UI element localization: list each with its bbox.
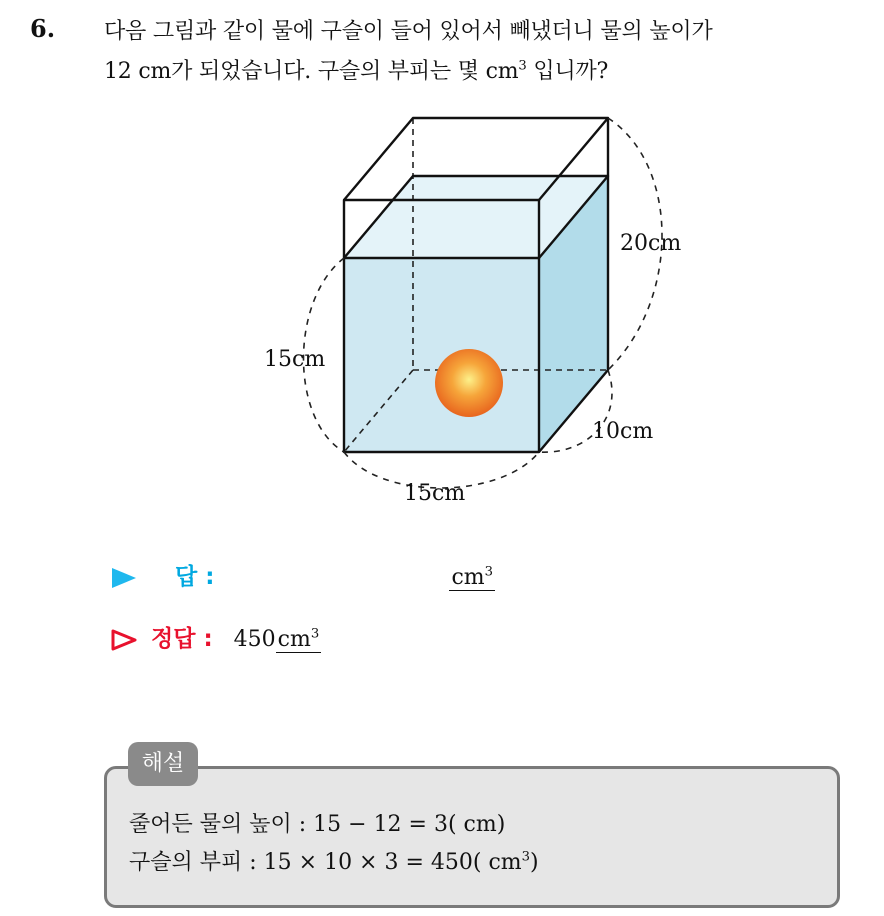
explanation-tag: 해설 <box>128 742 198 786</box>
explanation-line2-sup: 3 <box>521 849 531 865</box>
answer-row <box>110 558 495 591</box>
width-label: 15cm <box>404 481 466 506</box>
depth-label: 10cm <box>592 419 654 444</box>
explanation-line1: 줄어든 물의 높이 : 15 − 12 = 3( cm) <box>129 812 506 837</box>
answer-label: 답 : <box>175 564 215 590</box>
height-label: 20cm <box>620 231 682 256</box>
answer-unit: cm <box>451 565 485 590</box>
question-unit-sup: 3 <box>518 58 527 74</box>
correct-answer-value: 450 <box>233 627 276 652</box>
correct-answer-row <box>110 620 321 653</box>
explanation-line2-end: ) <box>530 850 539 875</box>
question-text-prefix: 12 cm가 되었습니다. 구슬의 부피는 몇 <box>104 59 486 84</box>
question-unit: cm <box>485 59 519 84</box>
filled-triangle-icon <box>110 566 138 590</box>
explanation-line2 <box>129 845 539 876</box>
correct-answer-unit: cm <box>277 627 311 652</box>
water-height-label: 15cm <box>264 347 326 372</box>
correct-answer-unit-group <box>276 627 322 653</box>
water-front-face <box>344 258 539 452</box>
question-text-line1: 다음 그림과 같이 물에 구슬이 들어 있어서 빼냈더니 물의 높이가 <box>104 19 713 44</box>
explanation-line2-main: 구슬의 부피 : 15 × 10 × 3 = 450( cm <box>129 850 522 875</box>
correct-answer-unit-sup: 3 <box>310 626 320 642</box>
explanation-box <box>104 766 840 908</box>
answer-blank-unit <box>449 565 495 591</box>
question-number: 6. <box>30 14 56 43</box>
outline-triangle-icon <box>110 628 138 652</box>
marble <box>435 349 503 417</box>
answer-unit-sup: 3 <box>484 564 494 580</box>
question-text-suffix: 입니까? <box>526 59 609 84</box>
correct-answer-label: 정답 : <box>151 626 213 652</box>
